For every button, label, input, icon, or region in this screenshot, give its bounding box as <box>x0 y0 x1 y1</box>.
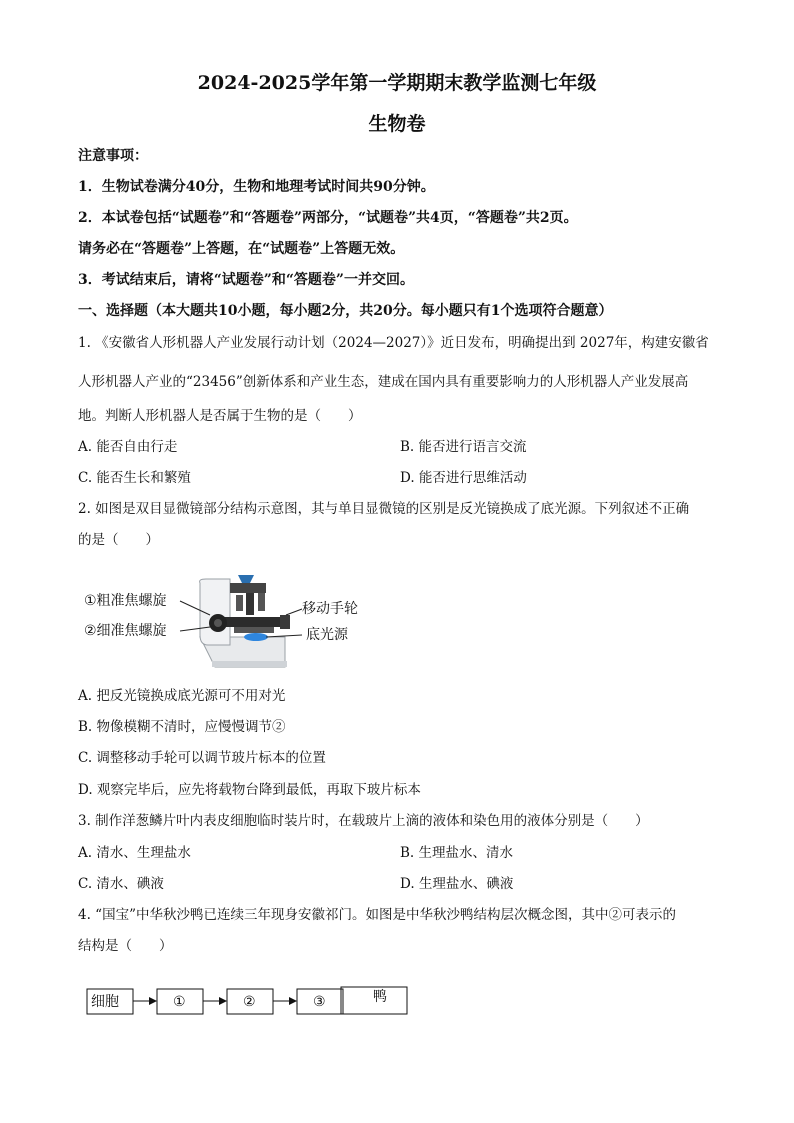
q2-line-1: 2. 如图是双目显微镜部分结构示意图，其与单目显微镜的区别是反光镜换成了底光源。下列叙述不正确 <box>78 501 690 517</box>
section-heading: 一、选择题（本大题共10小题，每小题2分，共20分。每小题只有1个选项符合题意） <box>78 303 613 319</box>
label-moving-wheel: 移动手轮 <box>302 601 358 617</box>
q4-line-1: 4. “国宝”中华秋沙鸭已连续三年现身安徽祁门。如图是中华秋沙鸭结构层次概念图，其中②可表示的 <box>78 907 676 923</box>
q4-line-2: 结构是（ ） <box>78 938 173 954</box>
microscope-figure <box>80 575 370 679</box>
q1-option-a: A. 能否自由行走 <box>78 439 178 455</box>
label-fine-focus: ②细准焦螺旋 <box>84 623 167 639</box>
flow-node-2: ② <box>243 994 256 1010</box>
notice-item-3: 3．考试结束后，请将“试题卷”和“答题卷”一并交回。 <box>78 272 414 288</box>
q2-option-a: A. 把反光镜换成底光源可不用对光 <box>78 688 286 704</box>
flow-node-duck: 鸭 <box>373 989 387 1005</box>
page-subtitle: 生物卷 <box>368 113 426 135</box>
q3-option-b: B. 生理盐水、清水 <box>400 845 514 861</box>
flow-node-3: ③ <box>313 994 326 1010</box>
notice-heading: 注意事项： <box>78 148 148 164</box>
q1-line-2: 人形机器人产业的“23456”创新体系和产业生态，建成在国内具有重要影响力的人形机器人产业发展高 <box>78 374 689 390</box>
notice-item-2: 2．本试卷包括“试题卷”和“答题卷”两部分，“试题卷”共4页，“答题卷”共2页。 <box>78 210 578 226</box>
q1-option-d: D. 能否进行思维活动 <box>400 470 527 486</box>
q1-line-3: 地。判断人形机器人是否属于生物的是（ ） <box>78 408 362 424</box>
q1-option-b: B. 能否进行语言交流 <box>400 439 527 455</box>
q3-option-a: A. 清水、生理盐水 <box>78 845 191 861</box>
q2-option-d: D. 观察完毕后，应先将载物台降到最低，再取下玻片标本 <box>78 782 421 798</box>
q2-line-2: 的是（ ） <box>78 532 159 548</box>
notice-item-2-cont: 请务必在“答题卷”上答题，在“试题卷”上答题无效。 <box>78 241 405 257</box>
notice-item-1: 1．生物试卷满分40分，生物和地理考试时间共90分钟。 <box>78 179 435 195</box>
q3-line-1: 3. 制作洋葱鳞片叶内表皮细胞临时装片时，在载玻片上滴的液体和染色用的液体分别是（ ） <box>78 813 649 829</box>
flow-node-1: ① <box>173 994 186 1010</box>
q3-option-d: D. 生理盐水、碘液 <box>400 876 514 892</box>
label-coarse-focus: ①粗准焦螺旋 <box>84 593 167 609</box>
q1-option-c: C. 能否生长和繁殖 <box>78 470 191 486</box>
q2-option-c: C. 调整移动手轮可以调节玻片标本的位置 <box>78 750 326 766</box>
q3-option-c: C. 清水、碘液 <box>78 876 164 892</box>
q1-line-1: 1. 《安徽省人形机器人产业发展行动计划（2024—2027）》近日发布，明确提出到 2027年，构建安徽省 <box>78 335 709 351</box>
flow-node-cell: 细胞 <box>91 994 119 1010</box>
page-title: 2024-2025学年第一学期期末教学监测七年级 <box>197 72 597 94</box>
q2-option-b: B. 物像模糊不清时，应慢慢调节② <box>78 719 286 735</box>
label-bottom-light: 底光源 <box>306 627 348 643</box>
structure-flow-diagram <box>85 985 415 1023</box>
